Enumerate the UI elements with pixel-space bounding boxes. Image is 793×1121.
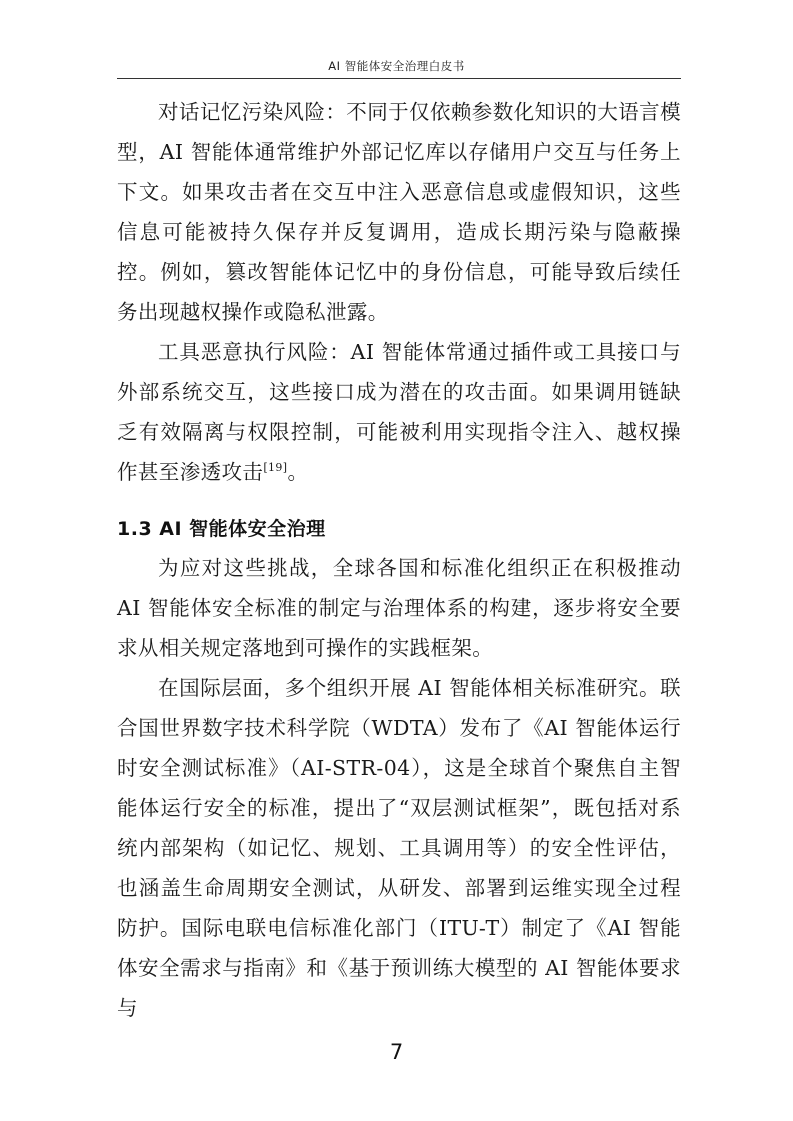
body-content bbox=[117, 92, 681, 1028]
citation-reference: [19] bbox=[263, 461, 288, 474]
section-heading: 1.3 AI 智能体安全治理 bbox=[117, 518, 326, 540]
header-rule bbox=[117, 78, 681, 79]
running-header: AI 智能体安全治理白皮书 bbox=[328, 59, 465, 73]
paragraph-end: 。 bbox=[287, 460, 309, 484]
paragraph-standards-intro: 为应对这些挑战，全球各国和标准化组织正在积极推动 AI 智能体安全标准的制定与治理体系的构建，逐步将安全要求从相关规定落地到可操作的实践框架。 bbox=[117, 556, 681, 660]
page-number: 7 bbox=[389, 1040, 404, 1064]
paragraph-tool-execution-risk bbox=[117, 332, 681, 492]
paragraph-international-standards: 在国际层面，多个组织开展 AI 智能体相关标准研究。联合国世界数字技术科学院（WDTA）发布了《AI 智能体运行时安全测试标准》（AI-STR-04），这是全球首个聚焦自主智能体运行安全的标准，提出了“双层测试框架”，既包括对系统内部架构（如记忆、规划、工具调用等）的安全性评估，也涵盖生命周期安全测试，从研发、部署到运维实现全过程防护。国际电联电信标准化部门（ITU-T）制定了《AI 智能体安全需求与指南》和《基于预训练大模型的 AI 智能体要求与 bbox=[117, 676, 681, 1020]
paragraph-memory-pollution-risk: 对话记忆污染风险：不同于仅依赖参数化知识的大语言模型，AI 智能体通常维护外部记忆库以存储用户交互与任务上下文。如果攻击者在交互中注入恶意信息或虚假知识，这些信息可能被持久保存并反复调用，造成长期污染与隐蔽操控。例如，篡改智能体记忆中的身份信息，可能导致后续任务出现越权操作或隐私泄露。 bbox=[117, 100, 681, 324]
paragraph-text: 工具恶意执行风险：AI 智能体常通过插件或工具接口与外部系统交互，这些接口成为潜在的攻击面。如果调用链缺乏有效隔离与权限控制，可能被利用实现指令注入、越权操作甚至渗透攻击 bbox=[117, 340, 681, 484]
